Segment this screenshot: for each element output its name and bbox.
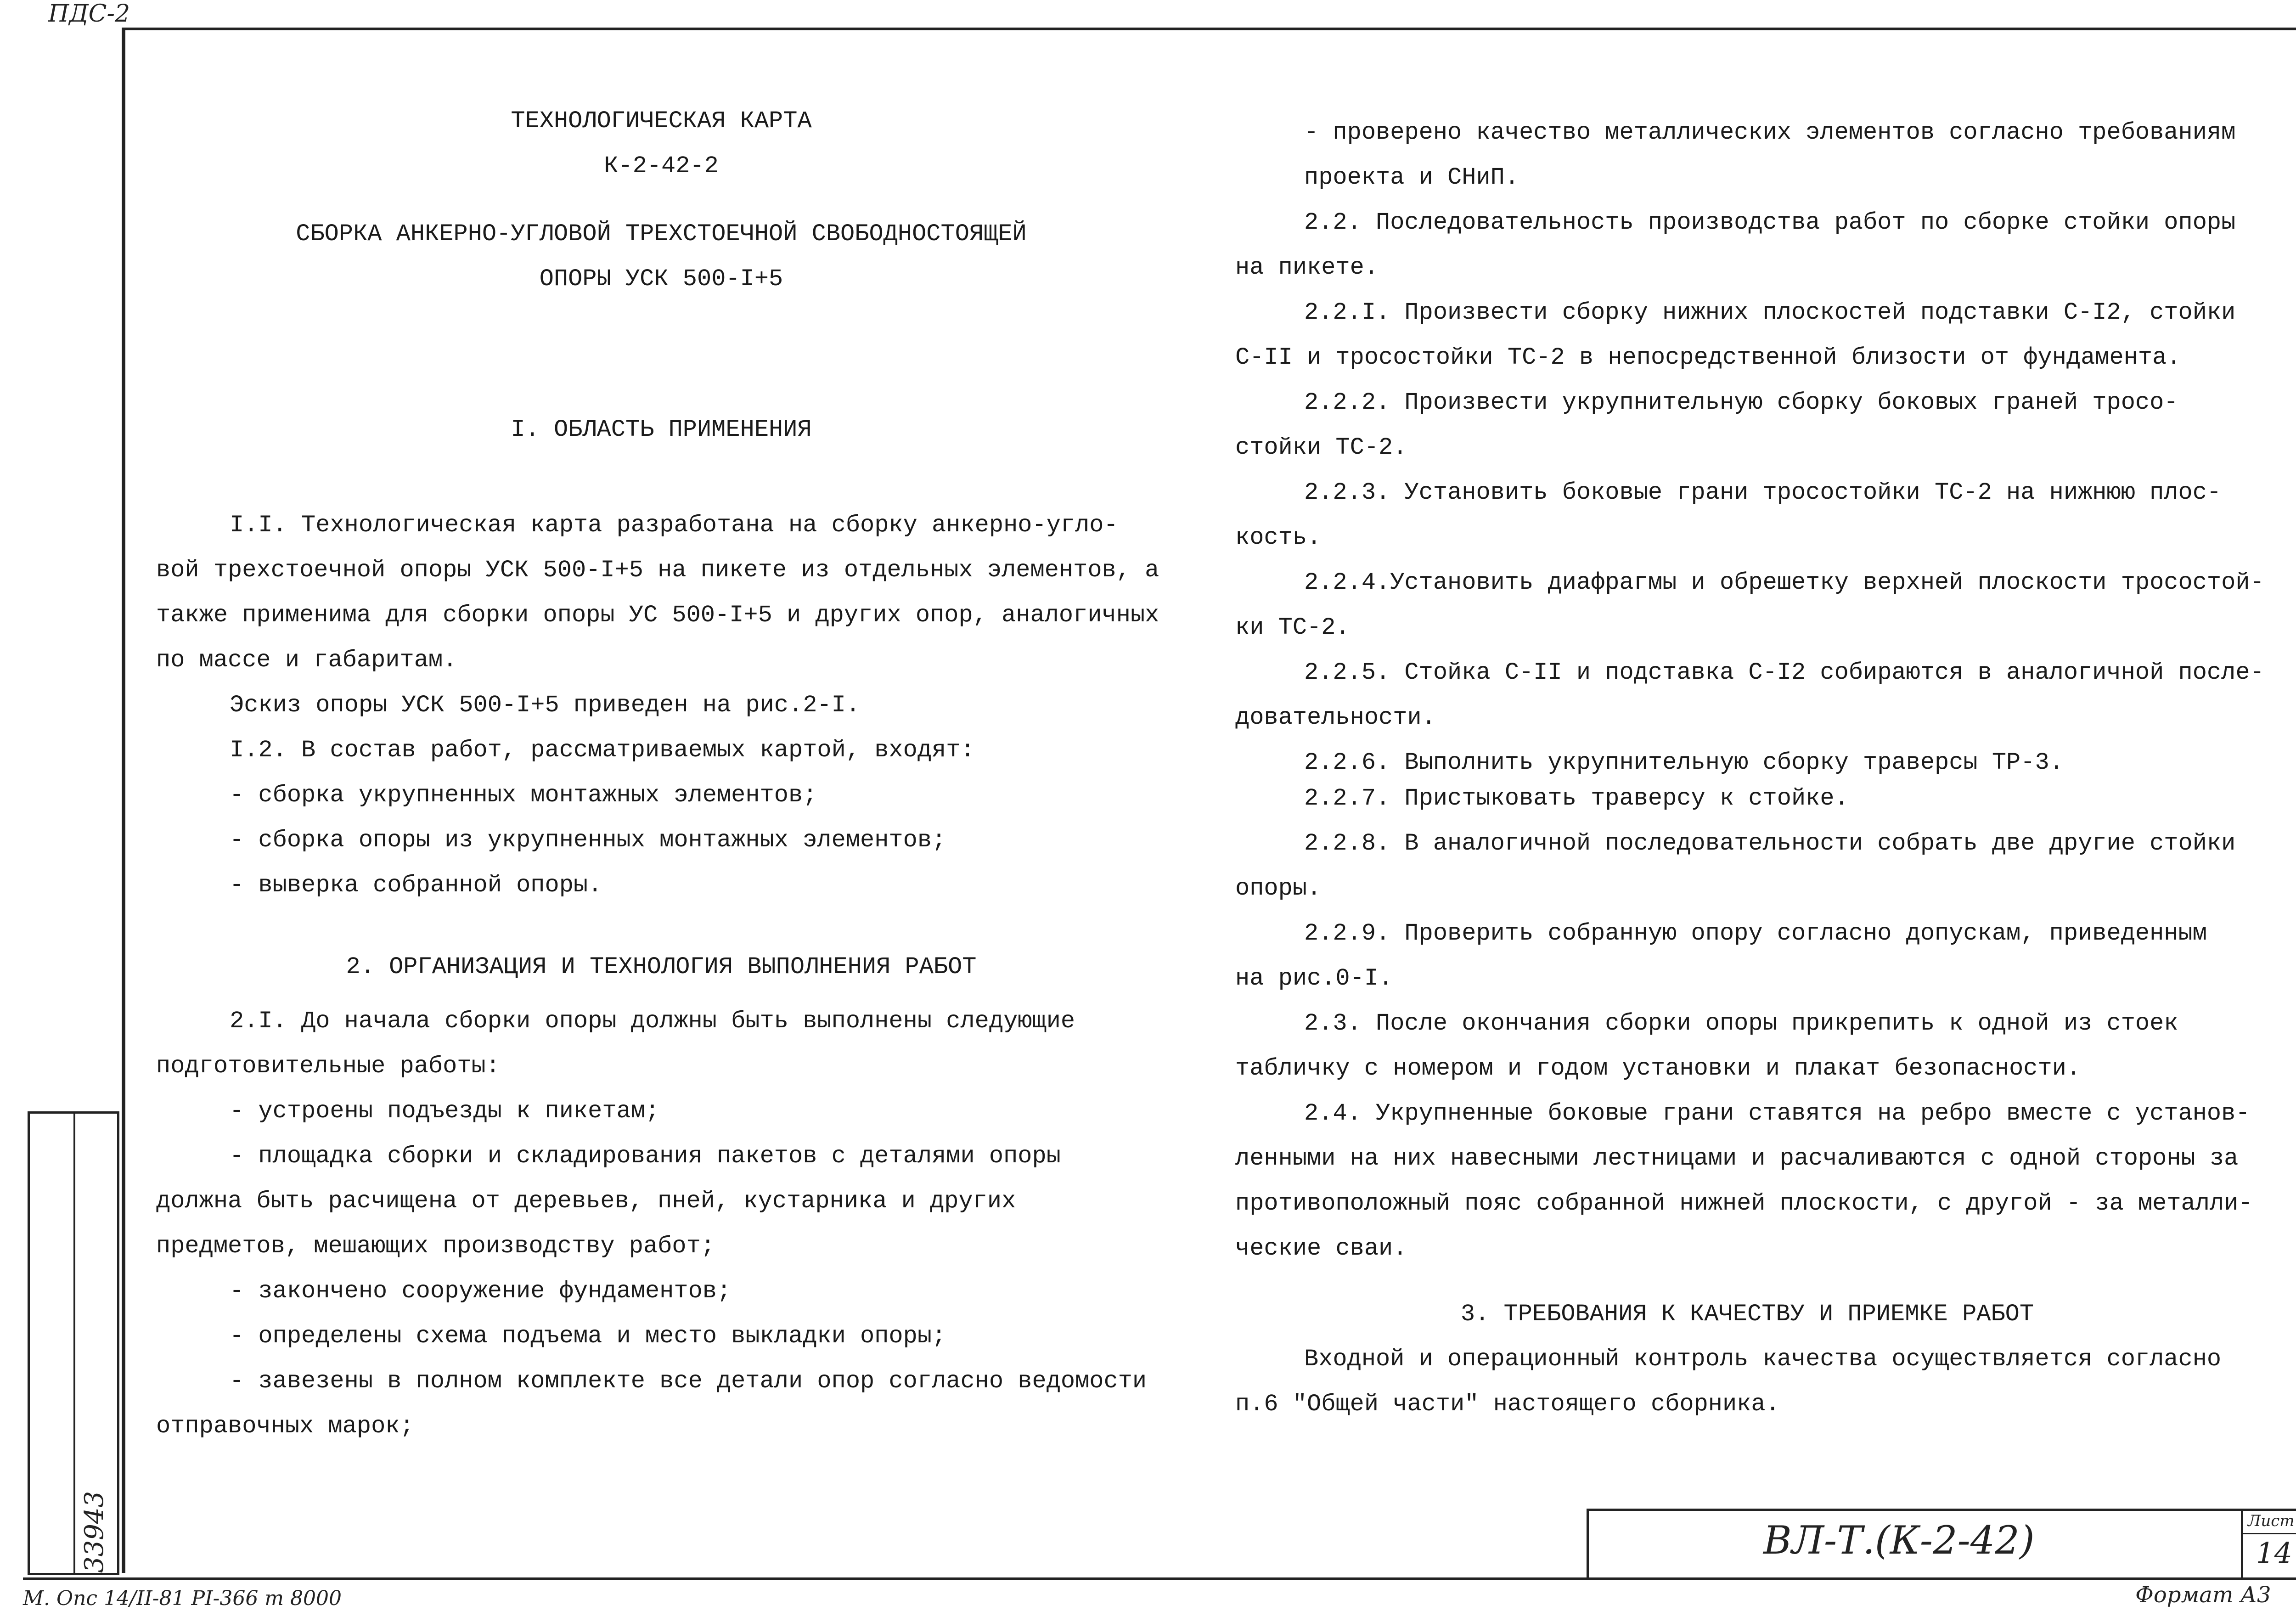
doc-subtitle-line1: СБОРКА АНКЕРНО-УГЛОВОЙ ТРЕХСТОЕЧНОЙ СВОБОДНОСТОЯЩЕЙ <box>296 220 1027 248</box>
paragraph-line: на пикете. <box>1235 254 1379 281</box>
paragraph-line: на рис.0-I. <box>1235 965 1393 992</box>
sketch-reference: Эскиз опоры УСК 500-I+5 приведен на рис.2-I. <box>230 692 861 719</box>
paragraph-line: 2.3. После окончания сборки опоры прикрепить к одной из стоек <box>1304 1010 2178 1037</box>
side-stamp <box>28 1111 119 1575</box>
paragraph-line: проекта и СНиП. <box>1304 164 1519 191</box>
paragraph-line: 2.2.7. Пристыковать траверсу к стойке. <box>1304 785 1849 812</box>
format-label: Формат А3 <box>2135 1582 2271 1608</box>
section1-heading: I. ОБЛАСТЬ ПРИМЕНЕНИЯ <box>511 416 812 443</box>
left-column <box>156 99 1166 1449</box>
list-item: - завезены в полном комплекте все детали опор согласно ведомости <box>230 1368 1147 1395</box>
paragraph-line: довательности. <box>1235 704 1436 731</box>
paragraph-line: 2.2.I. Произвести сборку нижних плоскостей подставки С-I2, стойки <box>1304 299 2236 326</box>
paragraph-line: 2.I. До начала сборки опоры должны быть выполнены следующие <box>230 1008 1075 1035</box>
paragraph-line: ки ТС-2. <box>1235 614 1350 641</box>
paragraph-line: п.6 "Общей части" настоящего сборника. <box>1235 1391 1780 1418</box>
sheet-box <box>2241 1511 2296 1577</box>
paragraph-line: 2.2.8. В аналогичной последовательности собрать две другие стойки <box>1304 830 2236 857</box>
doc-code: К-2-42-2 <box>604 152 719 180</box>
paragraph-line: опоры. <box>1235 875 1322 902</box>
bottom-rule <box>23 1577 2296 1580</box>
title-block-code: ВЛ-Т.(К-2-42) <box>1763 1518 2035 1563</box>
list-item: - закончено сооружение фундаментов; <box>230 1278 732 1305</box>
paragraph-line: 2.4. Укрупненные боковые грани ставятся на ребро вместе с установ- <box>1304 1100 2250 1127</box>
list-item: - определены схема подъема и место выкладки опоры; <box>230 1323 946 1350</box>
paragraph-line: С-II и тросостойки ТС-2 в непосредственной близости от фундамента. <box>1235 344 2181 371</box>
right-column <box>1235 110 2264 1427</box>
sheet-label: Лист <box>2248 1512 2295 1530</box>
paragraph-line: I.I. Технологическая карта разработана на сборку анкерно-угло- <box>230 512 1118 539</box>
inventory-number: 33943 <box>79 1491 109 1573</box>
paragraph-line: должна быть расчищена от деревьев, пней, кустарника и других <box>156 1188 1016 1215</box>
paragraph-line: по массе и габаритам. <box>156 647 457 674</box>
paragraph-line: 2.2.2. Произвести укрупнительную сборку боковых граней тросо- <box>1304 389 2178 416</box>
paragraph-line: 2.2.4.Установить диафрагмы и обрешетку верхней плоскости тросостой- <box>1304 569 2264 596</box>
paragraph-line: 2.2. Последовательность производства работ по сборке стойки опоры <box>1304 209 2236 236</box>
paragraph-line: также применима для сборки опоры УС 500-I+5 и других опор, аналогичных <box>156 602 1159 629</box>
list-item: - устроены подъезды к пикетам; <box>230 1098 660 1125</box>
paragraph-line: Входной и операционный контроль качества осуществляется согласно <box>1304 1346 2222 1373</box>
paragraph-line: стойки ТС-2. <box>1235 434 1407 461</box>
top-corner-mark: ПДС-2 <box>48 0 130 28</box>
sheet-divider <box>2243 1533 2296 1534</box>
paragraph-line: противоположный пояс собранной нижней плоскости, с другой - за металли- <box>1235 1190 2253 1217</box>
paragraph-line: 2.2.9. Проверить собранную опору согласно допускам, приведенным <box>1304 920 2207 947</box>
paragraph-line: 2.2.6. Выполнить укрупнительную сборку траверсы ТР-3. <box>1304 749 2064 776</box>
list-item: - сборка укрупненных монтажных элементов; <box>230 782 817 809</box>
paragraph-line: I.2. В состав работ, рассматриваемых картой, входят: <box>230 737 975 764</box>
paragraph-line: вой трехстоечной опоры УСК 500-I+5 на пикете из отдельных элементов, а <box>156 557 1159 584</box>
section2-heading: 2. ОРГАНИЗАЦИЯ И ТЕХНОЛОГИЯ ВЫПОЛНЕНИЯ РАБОТ <box>346 953 977 980</box>
paragraph-line: 2.2.5. Стойка С-II и подставка С-I2 собираются в аналогичной после- <box>1304 659 2264 686</box>
paragraph-line: подготовительные работы: <box>156 1053 500 1080</box>
side-stamp-column <box>30 1114 75 1573</box>
doc-subtitle-line2: ОПОРЫ УСК 500-I+5 <box>539 265 783 293</box>
section3-heading: 3. ТРЕБОВАНИЯ К КАЧЕСТВУ И ПРИЕМКЕ РАБОТ <box>1460 1301 2034 1328</box>
paragraph-line: ческие сваи. <box>1235 1235 1407 1262</box>
paragraph-line: кость. <box>1235 524 1322 551</box>
list-item: - выверка собранной опоры. <box>230 872 602 899</box>
list-item: - сборка опоры из укрупненных монтажных элементов; <box>230 827 946 854</box>
title-block <box>1587 1509 2296 1577</box>
paragraph-line: 2.2.3. Установить боковые грани тросостойки ТС-2 на нижнюю плос- <box>1304 479 2222 506</box>
paragraph-line: ленными на них навесными лестницами и расчаливаются с одной стороны за <box>1235 1145 2239 1172</box>
print-stamp-line: М. Опс 14/II-81 РI-366 т 8000 <box>23 1587 342 1610</box>
sheet-number: 14 <box>2256 1536 2292 1570</box>
paragraph-line: табличку с номером и годом установки и плакат безопасности. <box>1235 1055 2081 1082</box>
list-item: - площадка сборки и складирования пакетов с деталями опоры <box>230 1143 1061 1170</box>
list-item: - проверено качество металлических элементов согласно требованиям <box>1304 119 2236 146</box>
paragraph-line: отправочных марок; <box>156 1413 414 1440</box>
doc-title: ТЕХНОЛОГИЧЕСКАЯ КАРТА <box>511 107 812 135</box>
paragraph-line: предметов, мешающих производству работ; <box>156 1233 715 1260</box>
